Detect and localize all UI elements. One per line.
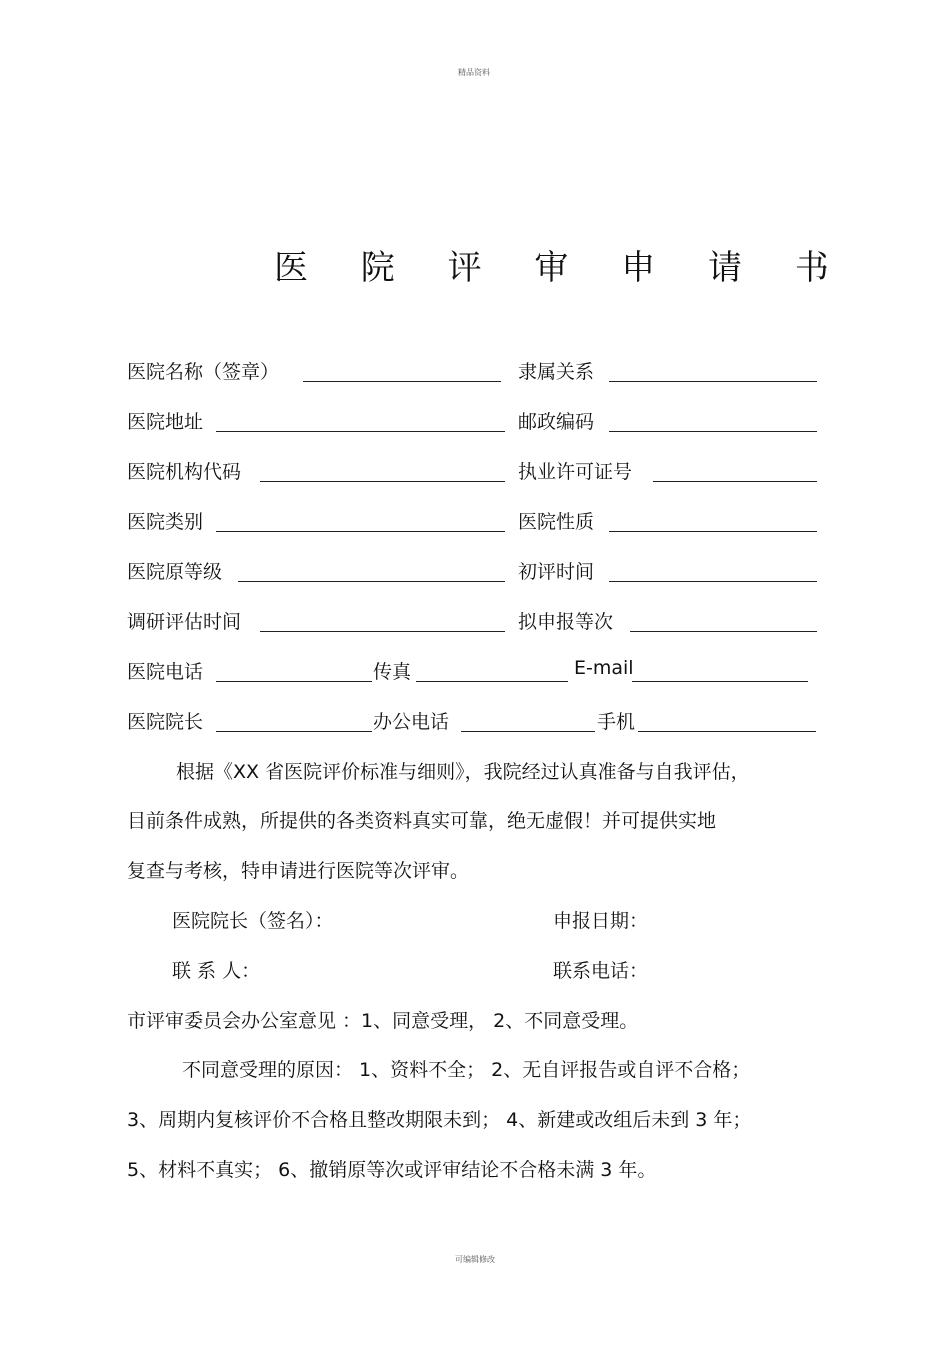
form-row-2 bbox=[127, 407, 827, 437]
postal-code-field[interactable] bbox=[609, 431, 817, 432]
form-row-5 bbox=[127, 557, 827, 587]
postal-code-label: 邮政编码 bbox=[518, 411, 595, 433]
hospital-category-field[interactable] bbox=[216, 531, 505, 532]
form-row-4 bbox=[127, 507, 827, 537]
hospital-phone-field[interactable] bbox=[216, 681, 372, 682]
license-number-field[interactable] bbox=[653, 481, 817, 482]
hospital-category-label: 医院类别 bbox=[127, 511, 204, 533]
fax-field[interactable] bbox=[416, 681, 568, 682]
hospital-name-field[interactable] bbox=[303, 381, 501, 382]
initial-review-date-field[interactable] bbox=[609, 581, 817, 582]
declaration-line-3: 复查与考核，特申请进行医院等次评审。 bbox=[127, 860, 470, 882]
target-grade-label: 拟申报等次 bbox=[518, 611, 614, 633]
mobile-label: 手机 bbox=[597, 711, 636, 733]
application-date-label: 申报日期： bbox=[553, 910, 649, 932]
survey-date-field[interactable] bbox=[260, 631, 505, 632]
rejection-reasons-line-1: 不同意受理的原因： 1、资料不全； 2、无自评报告或自评不合格； bbox=[182, 1059, 751, 1081]
director-field[interactable] bbox=[216, 731, 372, 732]
form-row-7 bbox=[127, 657, 827, 687]
form-row-1 bbox=[127, 357, 827, 387]
original-grade-label: 医院原等级 bbox=[127, 561, 223, 583]
affiliation-field[interactable] bbox=[609, 381, 817, 382]
hospital-phone-label: 医院电话 bbox=[127, 661, 204, 683]
director-label: 医院院长 bbox=[127, 711, 204, 733]
affiliation-label: 隶属关系 bbox=[518, 361, 595, 383]
form-row-3 bbox=[127, 457, 827, 487]
office-opinion-line: 市评审委员会办公室意见 ：1、同意受理， 2、不同意受理。 bbox=[127, 1010, 639, 1032]
hospital-address-label: 医院地址 bbox=[127, 411, 204, 433]
declaration-line-2: 目前条件成熟，所提供的各类资料真实可靠，绝无虚假！并可提供实地 bbox=[127, 810, 717, 832]
form-row-6 bbox=[127, 607, 827, 637]
initial-review-date-label: 初评时间 bbox=[518, 561, 595, 583]
survey-date-label: 调研评估时间 bbox=[127, 611, 242, 633]
form-row-8 bbox=[127, 707, 827, 737]
office-phone-label: 办公电话 bbox=[373, 711, 450, 733]
license-number-label: 执业许可证号 bbox=[518, 461, 633, 483]
org-code-field[interactable] bbox=[260, 481, 505, 482]
hospital-nature-field[interactable] bbox=[609, 531, 817, 532]
office-phone-field[interactable] bbox=[461, 731, 595, 732]
header-note: 精品资料 bbox=[458, 68, 490, 77]
contact-phone-label: 联系电话： bbox=[553, 960, 649, 982]
hospital-address-field[interactable] bbox=[216, 431, 505, 432]
org-code-label: 医院机构代码 bbox=[127, 461, 242, 483]
original-grade-field[interactable] bbox=[238, 581, 505, 582]
target-grade-field[interactable] bbox=[630, 631, 817, 632]
rejection-reasons-line-2: 3、周期内复核评价不合格且整改期限未到； 4、新建或改组后未到 3 年； bbox=[127, 1109, 752, 1131]
rejection-reasons-line-3: 5、材料不真实； 6、撤销原等次或评审结论不合格未满 3 年。 bbox=[127, 1159, 657, 1181]
footer-note: 可编辑修改 bbox=[455, 1255, 495, 1264]
contact-person-label: 联 系 人： bbox=[172, 960, 261, 982]
email-label: E-mail bbox=[574, 657, 634, 679]
email-field[interactable] bbox=[632, 681, 808, 682]
declaration-line-1: 根据《XX 省医院评价标准与细则》，我院经过认真准备与自我评估， bbox=[176, 761, 750, 783]
document-title: 医 院 评 审 申 请 书 bbox=[274, 248, 850, 288]
director-signature-label: 医院院长（签名）： bbox=[172, 910, 334, 932]
fax-label: 传真 bbox=[373, 661, 412, 683]
mobile-field[interactable] bbox=[638, 731, 816, 732]
hospital-name-label: 医院名称（签章） bbox=[127, 361, 280, 383]
hospital-nature-label: 医院性质 bbox=[518, 511, 595, 533]
